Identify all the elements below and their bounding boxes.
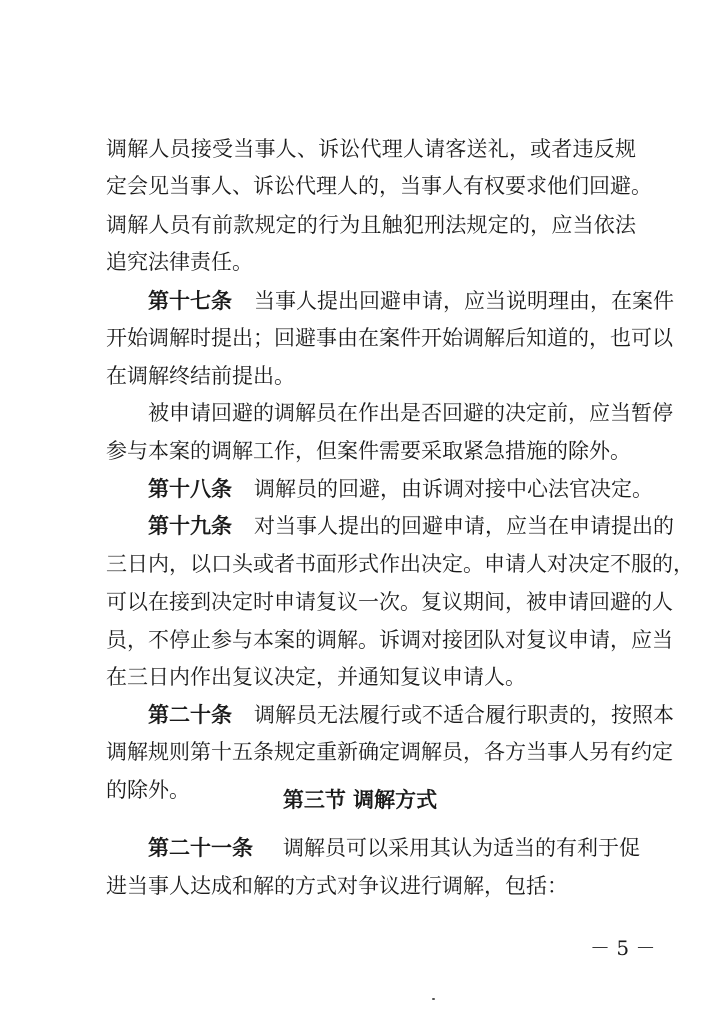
text-span: 调解员可以采用其认为适当的有利于促: [283, 836, 640, 860]
article-heading: 第十七条: [148, 288, 232, 313]
text-line: 员，不停止参与本案的调解。诉调对接团队对复议申请，应当: [106, 628, 673, 652]
text-line: 的除外。: [106, 778, 190, 802]
article-18-line: [148, 476, 653, 501]
article-19-line: [148, 513, 674, 538]
text-line: 在调解终结前提出。: [106, 364, 295, 388]
article-heading: 第十八条: [148, 476, 232, 501]
text-span: 调解员的回避，由诉调对接中心法官决定。: [254, 477, 653, 501]
text-line: 调解人员有前款规定的行为且触犯刑法规定的，应当依法: [106, 213, 636, 237]
text-line: 追究法律责任。: [106, 250, 253, 274]
article-17-line: [148, 288, 674, 313]
text-line: 调解人员接受当事人、诉讼代理人请客送礼，或者违反规: [106, 137, 636, 161]
text-span: 当事人提出回避申请，应当说明理由，在案件: [254, 289, 674, 313]
section-title: 第三节 调解方式: [282, 787, 438, 812]
text-line: 调解规则第十五条规定重新确定调解员，各方当事人另有约定: [106, 740, 673, 764]
article-21-line: [148, 835, 640, 860]
text-line: 开始调解时提出；回避事由在案件开始调解后知道的，也可以: [106, 326, 673, 350]
text-span: 对当事人提出的回避申请，应当在申请提出的: [254, 514, 674, 538]
text-span: 调解员无法履行或不适合履行职责的，按照本: [254, 703, 674, 727]
text-line: 在三日内作出复议决定，并通知复议申请人。: [106, 665, 526, 689]
text-line: 进当事人达成和解的方式对争议进行调解，包括：: [106, 874, 568, 898]
article-heading: 第二十一条: [148, 835, 253, 860]
scan-speck: [432, 998, 435, 1000]
article-20-line: [148, 702, 674, 727]
text-line: 参与本案的调解工作，但案件需要采取紧急措施的除外。: [106, 439, 631, 463]
text-line: 三日内，以口头或者书面形式作出决定。申请人对决定不服的，: [106, 552, 694, 576]
text-line: 被申请回避的调解员在作出是否回避的决定前，应当暂停: [148, 401, 673, 425]
page-number: － 5 －: [590, 936, 656, 960]
article-heading: 第十九条: [148, 513, 232, 538]
article-heading: 第二十条: [148, 702, 232, 727]
text-line: 定会见当事人、诉讼代理人的，当事人有权要求他们回避。: [106, 174, 652, 198]
text-line: 可以在接到决定时申请复议一次。复议期间，被申请回避的人: [106, 590, 673, 614]
